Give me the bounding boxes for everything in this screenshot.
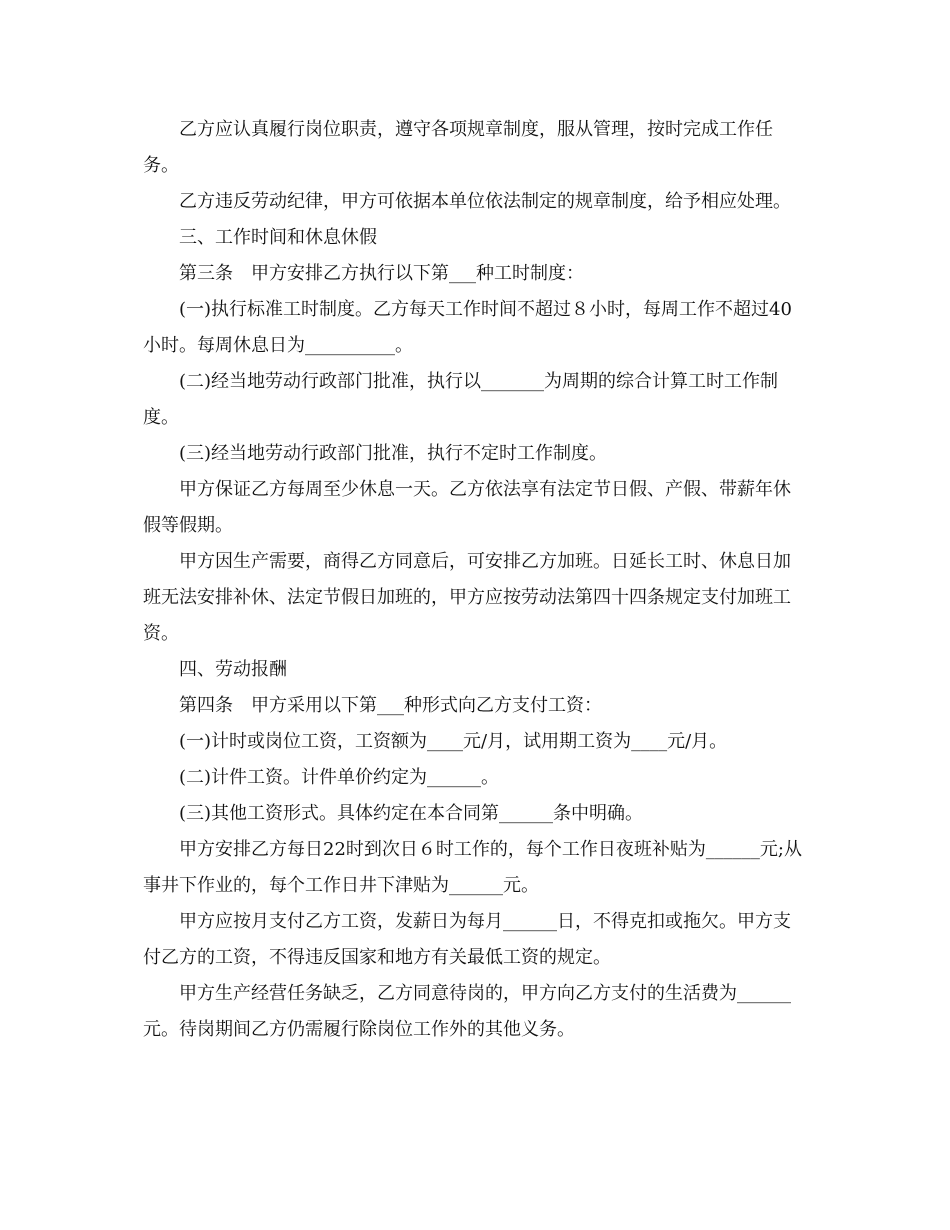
clause-standard-hours: (一)执行标准工时制度。乙方每天工作时间不超过８小时，每周工作不超过40小时。每周休息日为__________。 <box>143 299 792 356</box>
clause-comprehensive-hours: (二)经当地劳动行政部门批准，执行以_______为周期的综合计算工时工作制度。 <box>143 371 779 428</box>
paragraph-overtime: 甲方因生产需要，商得乙方同意后，可安排乙方加班。日延长工时、休息日加班无法安排补休、法定节假日加班的，甲方应按劳动法第四十四条规定支付加班工资。 <box>143 551 791 644</box>
clause-piece-wage: (二)计件工资。计件单价约定为______。 <box>179 767 500 788</box>
document-body <box>143 112 808 1048</box>
article-4: 第四条 甲方采用以下第___种形式向乙方支付工资： <box>179 695 602 716</box>
paragraph-night-allowance: 甲方安排乙方每日22时到次日６时工作的，每个工作日夜班补贴为______元;从事井下作业的，每个工作日井下津贴为______元。 <box>143 839 802 896</box>
paragraph-rest-days: 甲方保证乙方每周至少休息一天。乙方依法享有法定节日假、产假、带薪年休假等假期。 <box>143 479 791 536</box>
clause-other-wage: (三)其他工资形式。具体约定在本合同第______条中明确。 <box>179 803 644 824</box>
section-heading-remuneration: 四、劳动报酬 <box>179 659 287 680</box>
clause-time-wage: (一)计时或岗位工资，工资额为____元/月，试用期工资为____元/月。 <box>179 731 728 752</box>
paragraph-duties: 乙方应认真履行岗位职责，遵守各项规章制度，服从管理，按时完成工作任务。 <box>143 119 773 176</box>
article-3: 第三条 甲方安排乙方执行以下第___种工时制度： <box>179 263 584 284</box>
section-heading-working-hours: 三、工作时间和休息休假 <box>179 227 377 248</box>
paragraph-standby-allowance: 甲方生产经营任务缺乏，乙方同意待岗的，甲方向乙方支付的生活费为______元。待岗期间乙方仍需履行除岗位工作外的其他义务。 <box>143 983 791 1040</box>
paragraph-discipline: 乙方违反劳动纪律，甲方可依据本单位依法制定的规章制度，给予相应处理。 <box>179 191 791 212</box>
clause-flexible-hours: (三)经当地劳动行政部门批准，执行不定时工作制度。 <box>179 443 608 464</box>
paragraph-pay-day: 甲方应按月支付乙方工资，发薪日为每月______日，不得克扣或拖欠。甲方支付乙方的工资，不得违反国家和地方有关最低工资的规定。 <box>143 911 791 968</box>
